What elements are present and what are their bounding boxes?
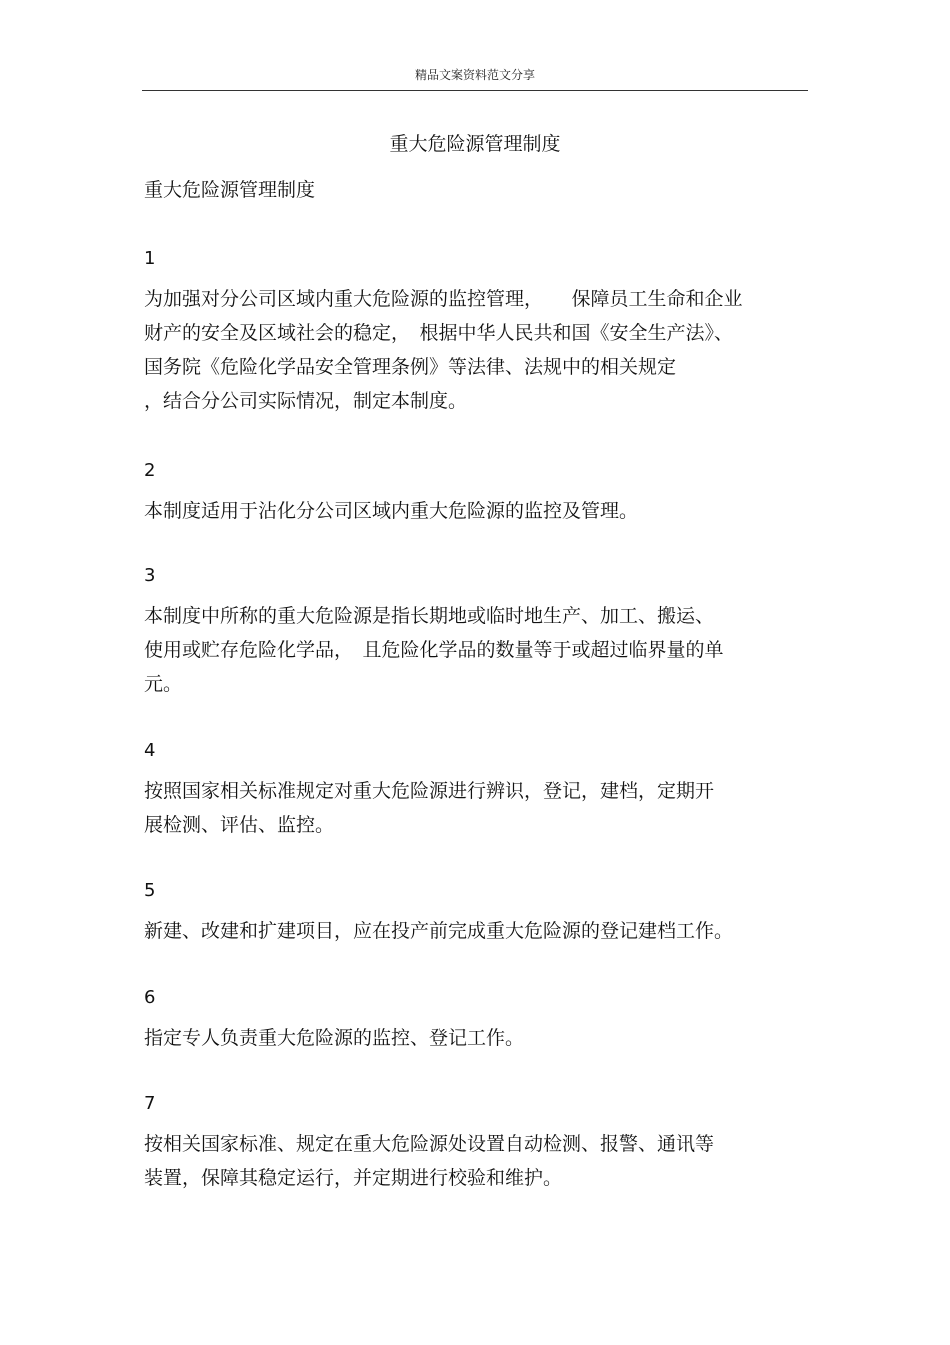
section-2 xyxy=(144,460,814,528)
section-line: ，结合分公司实际情况，制定本制度。 xyxy=(144,390,468,412)
section-line: 指定专人负责重大危险源的监控、登记工作。 xyxy=(144,1027,525,1049)
section-1 xyxy=(144,248,814,418)
section-line: 财产的安全及区域社会的稳定， 根据中华人民共和国《安全生产法》、 xyxy=(144,322,734,344)
section-line: 国务院《危险化学品安全管理条例》等法律、法规中的相关规定 xyxy=(144,356,677,378)
section-number: 2 xyxy=(144,460,156,481)
section-number: 6 xyxy=(144,987,156,1008)
section-line: 本制度中所称的重大危险源是指长期地或临时地生产、加工、搬运、 xyxy=(144,605,715,627)
section-number: 7 xyxy=(144,1093,156,1114)
section-line: 新建、改建和扩建项目，应在投产前完成重大危险源的登记建档工作。 xyxy=(144,920,734,942)
document-subtitle: 重大危险源管理制度 xyxy=(144,179,316,201)
document-title: 重大危险源管理制度 xyxy=(389,133,561,155)
section-number: 4 xyxy=(144,740,156,761)
section-7 xyxy=(144,1093,814,1195)
section-4 xyxy=(144,740,814,842)
section-number: 1 xyxy=(144,248,156,269)
section-line: 为加强对分公司区域内重大危险源的监控管理， 保障员工生命和企业 xyxy=(144,288,743,310)
section-number: 3 xyxy=(144,565,156,586)
section-line: 展检测、评估、监控。 xyxy=(144,814,335,836)
header-divider xyxy=(142,90,808,91)
section-6 xyxy=(144,987,814,1055)
section-line: 装置，保障其稳定运行，并定期进行校验和维护。 xyxy=(144,1167,563,1189)
section-number: 5 xyxy=(144,880,156,901)
section-line: 使用或贮存危险化学品， 且危险化学品的数量等于或超过临界量的单 xyxy=(144,639,724,661)
section-line: 按相关国家标准、规定在重大危险源处设置自动检测、报警、通讯等 xyxy=(144,1133,715,1155)
section-line: 本制度适用于沾化分公司区域内重大危险源的监控及管理。 xyxy=(144,500,639,522)
page-header: 精品文案资料范文分享 xyxy=(414,68,535,82)
section-line: 元。 xyxy=(144,673,183,695)
section-5 xyxy=(144,880,814,948)
section-line: 按照国家相关标准规定对重大危险源进行辨识，登记，建档，定期开 xyxy=(144,780,715,802)
section-3 xyxy=(144,565,814,701)
